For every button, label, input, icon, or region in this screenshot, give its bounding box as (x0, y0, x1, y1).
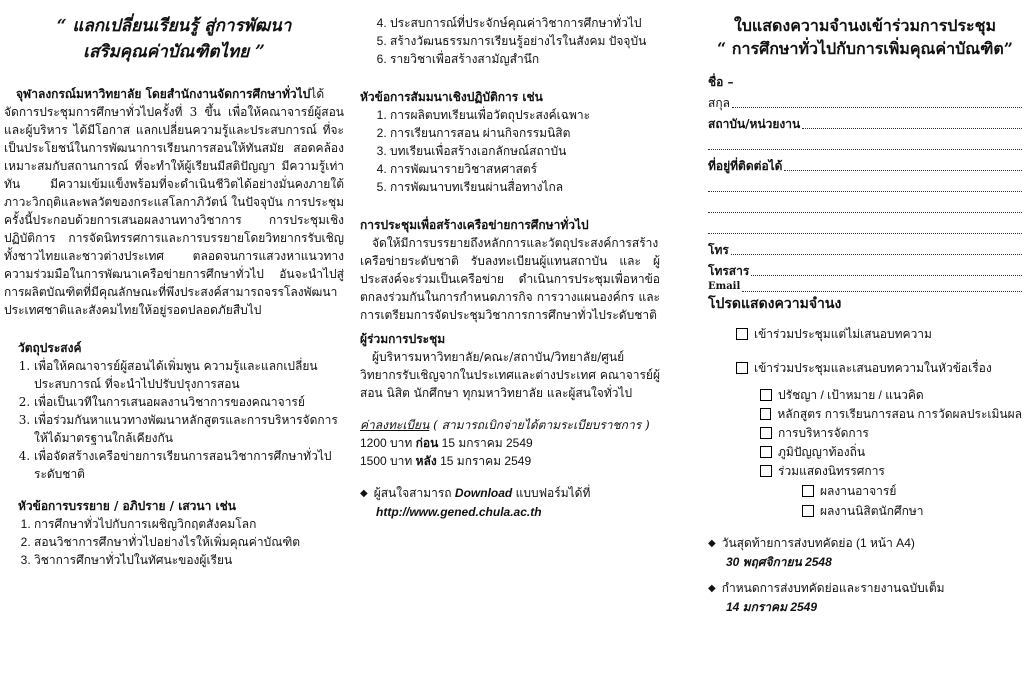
fee-note: ( สามารถเบิกจ่ายได้ตามระเบียบราชการ ) (433, 418, 650, 432)
checkbox-icon[interactable] (736, 328, 748, 340)
objective-item: 2. เพื่อเป็นเวทีในการเสนอผลงานวิชาการของคณาจารย์ (34, 393, 344, 411)
topic-option-label: ร่วมแสดงนิทรรศการ (778, 464, 885, 479)
fee-row (360, 452, 660, 470)
workshop-list (360, 106, 660, 196)
exhibit-option[interactable] (802, 482, 1022, 500)
workshop-item: 2. การเรียนการสอน ผ่านกิจกรรมนิสิต (390, 124, 660, 142)
objectives-list (4, 357, 344, 483)
topics-heading: หัวข้อการบรรยาย / อภิปราย / เสวนา เช่น (18, 499, 236, 513)
topic-option-label: หลักสูตร การเรียนการสอน การวัดผลประเมินผล (777, 407, 1022, 422)
phone-label: โทร (708, 243, 729, 258)
institution-label: สถาบัน/หน่วยงาน (708, 117, 801, 132)
deadline-abstract (708, 534, 1022, 553)
address-field-line4[interactable] (708, 217, 1022, 238)
download-word: Download (454, 486, 513, 500)
topic-option[interactable] (760, 462, 1022, 480)
fax-label: โทรสาร (708, 264, 750, 279)
checkbox-icon[interactable] (736, 362, 748, 374)
deadline-full-date: 14 มกราคม 2549 (726, 600, 818, 615)
fee-amount: 1500 บาท (360, 454, 413, 468)
email-label: Email (708, 281, 741, 293)
download-suffix: แบบฟอร์มได้ที่ (515, 486, 591, 500)
checkbox-icon[interactable] (760, 408, 771, 420)
topic-option-label: การบริหารจัดการ (778, 426, 869, 441)
deadline-abstract-label: วันสุดท้ายการส่งบทคัดย่อ (1 หน้า A4) (721, 536, 915, 551)
objective-item: 4. เพื่อจัดสร้างเครือข่ายการเรียนการสอนวิชาการศึกษาทั่วไป ระดับชาติ (34, 447, 344, 483)
workshop-heading: หัวข้อการสัมมนาเชิงปฏิบัติการ เช่น (360, 90, 543, 104)
option-present[interactable] (708, 359, 1022, 377)
topics-list-continued (360, 14, 660, 68)
topic-option[interactable] (760, 386, 1022, 404)
fee-date: 15 มกราคม 2549 (440, 454, 532, 468)
brochure-panel-left (4, 0, 344, 569)
topic-options (708, 386, 1022, 480)
surname-label: สกุล (708, 96, 730, 111)
workshop-item: 3. บทเรียนเพื่อสร้างเอกลักษณ์สถาบัน (390, 142, 660, 160)
topic-option-label: ภูมิปัญญาท้องถิ่น (778, 445, 866, 460)
address-field[interactable] (708, 154, 1022, 175)
participants-paragraph: ผู้บริหารมหาวิทยาลัย/คณะ/สถาบัน/วิทยาลัย/ศูนย์ วิทยากรรับเชิญจากในประเทศและต่างประเทศ คณาจารย์ผู้สอน นิสิต นักศึกษา ทุกมหาวิทยาลัย และผู้สนใจทั่วไป (360, 350, 660, 400)
fee-when: ก่อน (415, 436, 439, 450)
download-text: ผู้สนใจสามารถ (373, 486, 452, 500)
brochure-title-line2: เสริมคุณค่าบัณฑิตไทย ” (83, 41, 265, 62)
intro-paragraph (4, 85, 344, 319)
participants-heading: ผู้ร่วมการประชุม (360, 332, 446, 346)
option-attend[interactable] (708, 325, 1022, 343)
email-field[interactable] (708, 280, 1022, 294)
brochure-title-line1: “ แลกเปลี่ยนเรียนรู้ สู่การพัฒนา (56, 16, 292, 36)
diamond-bullet-icon: ◆ (360, 488, 368, 499)
topic-option[interactable] (760, 443, 1022, 461)
topics-list (4, 515, 344, 569)
fee-row (360, 434, 660, 452)
deadline-abstract-date: 30 พฤศจิกายน 2548 (726, 555, 832, 570)
fee-when: หลัง (415, 454, 437, 468)
exhibit-option-label: ผลงานนิสิตนักศึกษา (820, 504, 924, 519)
checkbox-icon[interactable] (760, 465, 772, 477)
brochure-title (4, 14, 344, 65)
exhibit-option[interactable] (802, 502, 1022, 520)
network-paragraph: จัดให้มีการบรรยายถึงหลักการและวัตถุประสงค์การสร้างเครือข่ายระดับชาติ รับลงทะเบียนผู้แทนสถาบัน และ ผู้ประสงค์จะร่วมเป็นเครือข่าย ดำเนินการประชุมเพื่อหาข้อตกลงร่วมกันในการกำหนดภารกิจ การวางแผนองค์กร และการเตรียมการจัดประชุมวิชาการการศึกษาทั่วไประดับชาติ (360, 236, 660, 322)
objectives-heading: วัตถุประสงค์ (18, 341, 82, 355)
topic-item: 3. วิชาการศึกษาทั่วไปในทัศนะของผู้เรียน (34, 551, 344, 569)
address-field-line2[interactable] (708, 175, 1022, 196)
fee-amount: 1200 บาท (360, 436, 413, 450)
topic-option[interactable] (760, 405, 1022, 423)
institution-field-line2[interactable] (708, 133, 1022, 154)
topic-item: 1. การศึกษาทั่วไปกับการเผชิญวิกฤตสังคมโลก (34, 515, 344, 533)
objective-item: 3. เพื่อร่วมกันหาแนวทางพัฒนาหลักสูตรและการบริหารจัดการให้ได้มาตรฐานใกล้เคียงกัน (34, 411, 344, 447)
phone-field[interactable] (708, 238, 1022, 259)
form-title-line2: “ การศึกษาทั่วไปกับการเพิ่มคุณค่าบัณฑิต” (717, 39, 1013, 59)
form-title (708, 14, 1022, 60)
fee-heading: ค่าลงทะเบียน (360, 418, 430, 432)
checkbox-icon[interactable] (760, 446, 772, 458)
objective-item: 1. เพื่อให้คณาจารย์ผู้สอนได้เพิ่มพูน ความรู้และแลกเปลี่ยนประสบการณ์ ที่จะนำไปปรับปรุงการสอน (34, 357, 344, 393)
exhibit-options (708, 482, 1022, 520)
topic-item: 6. รายวิชาเพื่อสร้างสามัญสำนึก (390, 50, 660, 68)
intent-heading: โปรดแสดงความจำนง (708, 296, 842, 313)
checkbox-icon[interactable] (760, 389, 772, 401)
topic-option[interactable] (760, 424, 1022, 442)
topic-item: 2. สอนวิชาการศึกษาทั่วไปอย่างไรให้เพิ่มคุณค่าบัณฑิต (34, 533, 344, 551)
workshop-item: 5. การพัฒนาบทเรียนผ่านสื่อทางไกล (390, 178, 660, 196)
diamond-bullet-icon: ◆ (708, 538, 716, 550)
topic-option-label: ปรัชญา / เป้าหมาย / แนวคิด (778, 388, 924, 403)
download-note (360, 484, 660, 503)
address-label: ที่อยู่ที่ติดต่อได้ (708, 159, 783, 174)
deadline-full (708, 579, 1022, 598)
brochure-panel-middle (360, 0, 660, 521)
fax-field[interactable] (708, 259, 1022, 280)
name-label: ชื่อ – (708, 75, 734, 90)
registration-form-panel (708, 0, 1022, 616)
diamond-bullet-icon: ◆ (708, 583, 716, 595)
surname-field[interactable] (708, 91, 1022, 112)
fee-date: 15 มกราคม 2549 (441, 436, 533, 450)
topic-item: 4. ประสบการณ์ที่ประจักษ์คุณค่าวิชาการศึกษาทั่วไป (390, 14, 660, 32)
exhibit-option-label: ผลงานอาจารย์ (820, 484, 897, 499)
option-present-label: เข้าร่วมประชุมและเสนอบทความในหัวข้อเรื่อง (754, 361, 992, 376)
workshop-item: 1. การผลิตบทเรียนเพื่อวัตถุประสงค์เฉพาะ (390, 106, 660, 124)
registration-fee (360, 416, 660, 434)
intro-organizer: จุฬาลงกรณ์มหาวิทยาลัย โดยสำนักงานจัดการศึกษาทั่วไป (16, 87, 311, 101)
option-attend-label: เข้าร่วมประชุมแต่ไม่เสนอบทความ (754, 327, 932, 342)
intro-body: ได้จัดการประชุมการศึกษาทั่วไปครั้งที่ 3 ขึ้น เพื่อให้คณาจารย์ผู้สอนและผู้บริหาร ได้มีโอกาส แลกเปลี่ยนความรู้และประสบการณ์ ที่จะเป็นประโยชน์ในการพัฒนาการเรียนการสอนให้ทันสมัย สอดคล้องเหมาะสมกับสถานการณ์ ที่จะทำให้ผู้เรียนมีสติปัญญา มีความรู้เท่าทัน มีความเข้มแข็งพร้อมที่จะดำเนินชีวิตได้อย่างมั่นคงภายใต้ภาวะวิกฤติและพลวัตของกระแสโลกาภิวัตน์ ในปัจจุบัน การประชุมครั้งนี้ประกอบด้วยการเสนอผลงานทางวิชาการ การประชุมเชิงปฏิบัติการ การจัดนิทรรศการและการบรรยายโดยวิทยากรรับเชิญทั้งชาวไทยและชาวต่างประเทศ ตลอดจนการแสวงหาแนวทางความร่วมมือในการพัฒนาเครือข่ายการศึกษาทั่วไป อันจะนำไปสู่การผลิตบัณฑิตที่มีคุณลักษณะที่พึงประสงค์สามารถจรรโลงพัฒนาประเทศชาติและสังคมไทยให้อยู่รอดปลอดภัยสืบไป (4, 87, 344, 317)
deadline-full-label: กำหนดการส่งบทคัดย่อและรายงานฉบับเต็ม (721, 581, 945, 596)
name-field[interactable] (708, 70, 1022, 91)
checkbox-icon[interactable] (802, 485, 814, 497)
institution-field[interactable] (708, 112, 1022, 133)
topic-item: 5. สร้างวัฒนธรรมการเรียนรู้อย่างไรในสังคม ปัจจุบัน (390, 32, 660, 50)
checkbox-icon[interactable] (760, 427, 772, 439)
form-title-line1: ใบแสดงความจำนงเข้าร่วมการประชุม (733, 16, 997, 35)
address-field-line3[interactable] (708, 196, 1022, 217)
workshop-item: 4. การพัฒนารายวิชาสหศาสตร์ (390, 160, 660, 178)
network-heading: การประชุมเพื่อสร้างเครือข่ายการศึกษาทั่วไป (360, 218, 589, 232)
download-url-link[interactable]: http://www.gened.chula.ac.th (376, 505, 542, 519)
checkbox-icon[interactable] (802, 505, 814, 517)
